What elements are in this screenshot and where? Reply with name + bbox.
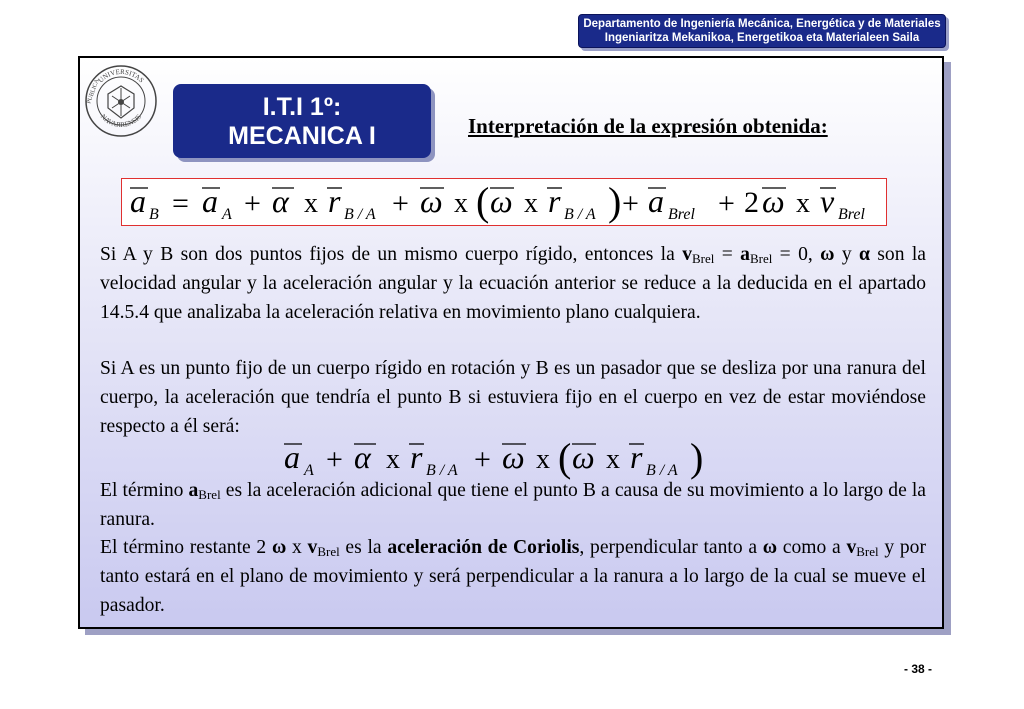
- eq-aA: a: [202, 183, 218, 219]
- eq-aB-sub: B: [149, 206, 159, 223]
- department-name-eu: Ingeniaritza Mekanikoa, Energetikoa eta Materialeen Saila: [604, 32, 920, 44]
- p4-text-c: , perpendicular tanto a: [579, 537, 763, 558]
- secondary-equation: [278, 432, 718, 482]
- p1-omega: ω: [820, 244, 835, 265]
- eq-omega-2: ω: [490, 183, 513, 219]
- eq2-r-1: r: [410, 439, 423, 475]
- eq-cross-4: x: [796, 188, 810, 219]
- p1-text-b: y: [834, 244, 859, 265]
- eq2-paren-close: ): [690, 435, 704, 480]
- eq2-r-2-sub: B / A: [646, 462, 678, 479]
- course-code: I.T.I 1º:: [262, 93, 342, 121]
- eq2-plus-2: +: [474, 443, 491, 476]
- department-banner: [578, 14, 946, 48]
- p4-omega: ω: [271, 537, 287, 558]
- p3-text-b: es la aceleración adicional que tiene el punto B a causa de su movimiento a lo largo de la ranura.: [100, 480, 926, 530]
- eq2-cross-3: x: [606, 444, 620, 475]
- p1-text-a: Si A y B son dos puntos fijos de un mismo cuerpo rígido, entonces la: [100, 244, 683, 265]
- section-heading: Interpretación de la expresión obtenida:: [468, 114, 828, 138]
- p4-omega-2: ω: [762, 537, 778, 558]
- p1-a-sub: Brel: [749, 251, 773, 266]
- eq-plus-4: +: [718, 187, 735, 220]
- paragraph-1: [100, 240, 926, 327]
- eq-equals: =: [172, 187, 189, 220]
- eq2-cross-1: x: [386, 444, 400, 475]
- p4-v-2: v: [846, 537, 857, 558]
- course-title-badge: [173, 84, 431, 158]
- eq-paren-open: (: [476, 179, 490, 224]
- eq-aBrel: a: [648, 183, 664, 219]
- p3-a: a: [188, 480, 199, 501]
- eq-plus-2: +: [392, 187, 409, 220]
- eq-r-1-sub: B / A: [344, 206, 376, 223]
- p4-text-d: como a: [777, 537, 847, 558]
- eq-cross-2: x: [454, 188, 468, 219]
- p3-a-sub: Brel: [198, 487, 221, 502]
- seal-text-top: UNIVERSITAS: [96, 67, 146, 85]
- eq-alpha: α: [272, 183, 289, 219]
- p4-cross: x: [286, 537, 308, 558]
- paragraph-4: [100, 533, 926, 620]
- p1-v-sub: Brel: [691, 251, 715, 266]
- eq-r-1: r: [328, 183, 341, 219]
- p1-v: v: [682, 244, 692, 265]
- p1-eq1: =: [714, 244, 741, 265]
- eq2-omega-2: ω: [572, 439, 595, 475]
- eq2-aA-sub: A: [304, 462, 314, 479]
- p4-coriolis: aceleración de Coriolis: [387, 537, 580, 558]
- eq-r-2-sub: B / A: [564, 206, 596, 223]
- eq-v: v: [820, 183, 835, 219]
- eq2-aA: a: [284, 439, 300, 475]
- course-name: MECANICA I: [228, 122, 376, 150]
- p4-v-2-sub: Brel: [856, 544, 879, 559]
- eq-paren-close: ): [608, 179, 622, 224]
- p1-alpha: α: [858, 244, 870, 265]
- eq-aB: a: [130, 183, 146, 219]
- p1-a: a: [740, 244, 750, 265]
- eq-v-sub: Brel: [838, 206, 865, 223]
- p4-text-e: y por tanto estará en el plano de movimiento y será perpendicular a la ranura a lo largo de la cual se mueve el pasador.: [100, 537, 926, 616]
- eq2-r-2: r: [630, 439, 643, 475]
- eq2-plus-1: +: [326, 443, 343, 476]
- eq2-r-1-sub: B / A: [426, 462, 458, 479]
- eq-cross-1: x: [304, 188, 318, 219]
- eq-plus-3: +: [622, 187, 639, 220]
- eq2-cross-2: x: [536, 444, 550, 475]
- eq-aBrel-sub: Brel: [668, 206, 695, 223]
- p4-v-sub: Brel: [317, 544, 340, 559]
- eq-two: 2: [744, 186, 759, 219]
- eq2-alpha: α: [354, 439, 371, 475]
- page-number: - 38 -: [904, 662, 933, 676]
- paragraph-3: [100, 476, 926, 534]
- p3-text-a: El término: [100, 480, 189, 501]
- university-seal-logo: [84, 64, 158, 138]
- seal-text-bottom: NAVARRENSIS: [98, 112, 144, 129]
- eq-omega-3: ω: [762, 183, 785, 219]
- eq2-paren-open: (: [558, 435, 572, 480]
- p4-text-b: es la: [339, 537, 388, 558]
- paragraph-2: Si A es un punto fijo de un cuerpo rígido en rotación y B es un pasador que se desliza por una ranura del cuerpo, la aceleración que tendría el punto B si estuviera fijo en el cuerpo en vez de estar moviéndose respecto a él será:: [100, 358, 926, 437]
- eq-cross-3: x: [524, 188, 538, 219]
- main-equation-box: [121, 178, 887, 226]
- department-name-es: Departamento de Ingeniería Mecánica, Energética y de Materiales: [583, 18, 941, 30]
- eq-r-2: r: [548, 183, 561, 219]
- eq-plus-1: +: [244, 187, 261, 220]
- eq-aA-sub: A: [222, 206, 232, 223]
- seal-text-left: PUBLICA: [86, 78, 101, 105]
- p1-eq2: = 0,: [772, 244, 821, 265]
- p4-text-a: El término restante 2: [100, 537, 272, 558]
- eq-omega-1: ω: [420, 183, 443, 219]
- p1-text-c: son la velocidad angular y la aceleración angular y la ecuación anterior se reduce a la deducida en el apartado 14.5.4 que analizaba la aceleración relativa en movimiento plano cualquiera.: [100, 244, 926, 323]
- p4-v: v: [307, 537, 318, 558]
- eq2-omega-1: ω: [502, 439, 525, 475]
